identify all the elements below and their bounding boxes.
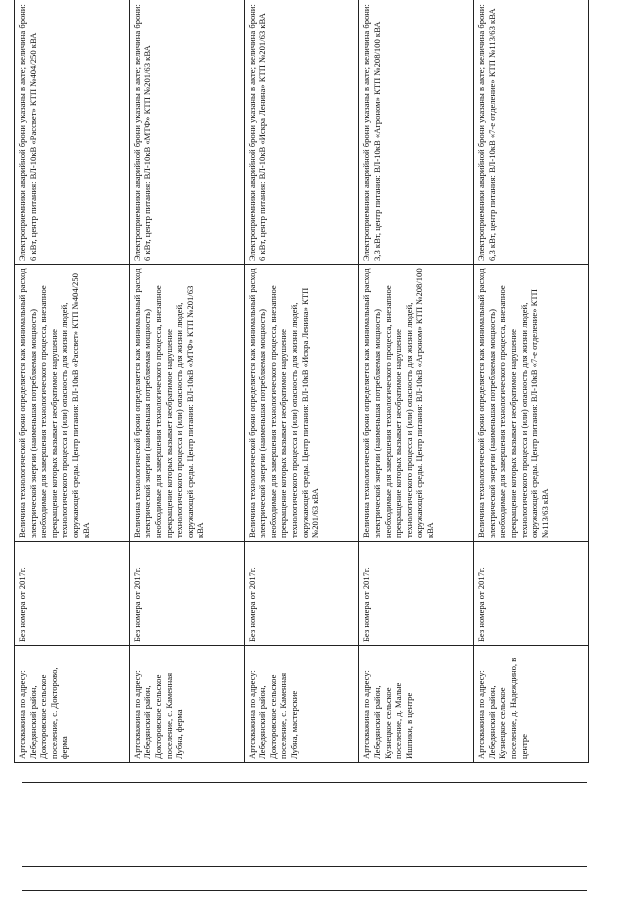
address-cell: Артскважина по адресу: Лебедянский район, Докторовское сельское поселение, с. Докторово, ферма <box>15 646 130 763</box>
reason-cell: Величина технологической брони определяется как минимальный расход электрической энергии (наименьшая потребляемая мощность) необходимые для завершения технологического процесса, внезапное прекращение которых вызывает необратимое нарушение технологического процесса и (или) опасность для жизни людей, окружающей среды. Центр питания: ВЛ-10кВ «7-е отделение» КТП №113/63 кВА <box>474 265 589 542</box>
armor-value-cell: Электроприемники аварийной брони указаны в акте; величина брони: 3,3 кВт, центр питания: ВЛ-10кВ «Агроном» КТП №208/100 кВА <box>359 0 474 265</box>
reason-cell: Величина технологической брони определяется как минимальный расход электрической энергии (наименьшая потребляемая мощность) необходимые для завершения технологического процесса, внезапное прекращение которых вызывает необратимое нарушение технологического процесса и (или) опасность для жизни людей, окружающей среды. Центр питания: ВЛ-10кВ «МТФ» КТП №201/63 кВА <box>129 265 244 542</box>
table-row <box>474 0 589 763</box>
act-number-cell: Без номера от 2017г. <box>244 542 359 646</box>
reason-cell: Величина технологической брони определяется как минимальный расход электрической энергии (наименьшая потребляемая мощность) необходимые для завершения технологического процесса, внезапное прекращение которых вызывает необратимое нарушение технологического процесса и (или) опасность для жизни людей, окружающей среды. Центр питания: ВЛ-10кВ «Искра Ленина» КТП №201/63 кВА <box>244 265 359 542</box>
act-number-cell: Без номера от 2017г. <box>359 542 474 646</box>
address-cell: Артскважина по адресу: Лебедянский район, Кузнецкое сельское поселение, д. Малые Ишпики, в центре <box>359 646 474 763</box>
table-row <box>129 0 244 763</box>
reason-cell: Величина технологической брони определяется как минимальный расход электрической энергии (наименьшая потребляемая мощность) необходимые для завершения технологического процесса, внезапное прекращение которых вызывает необратимое нарушение технологического процесса и (или) опасность для жизни людей, окружающей среды. Центр питания: ВЛ-10кВ «Рассвет» КТП №404/250 кВА <box>15 265 130 542</box>
rotated-table-container <box>14 4 589 763</box>
act-number-cell: Без номера от 2017г. <box>15 542 130 646</box>
rotated-table <box>14 4 589 763</box>
divider-line <box>22 782 587 783</box>
armor-value-cell: Электроприемники аварийной брони указаны в акте; величина брони: 6,3 кВт, центр питания: ВЛ-10кВ «7-е отделение» КТП №113/63 кВА <box>474 0 589 265</box>
divider-line <box>22 890 587 891</box>
armor-table <box>14 0 589 763</box>
address-cell: Артскважина по адресу: Лебедянский район, Кузнецкое сельское поселение, д. Надеждино, в центре <box>474 646 589 763</box>
armor-value-cell: Электроприемники аварийной брони указаны в акте; величина брони: 6 кВт, центр питания: ВЛ-10кВ «Искра Ленина» КТП №201/63 кВА <box>244 0 359 265</box>
act-number-cell: Без номера от 2017г. <box>129 542 244 646</box>
act-number-cell: Без номера от 2017г. <box>474 542 589 646</box>
address-cell: Артскважина по адресу: Лебедянский район, Докторовское сельское поселение, с. Каменная Лубна, ферма <box>129 646 244 763</box>
table-row <box>15 0 130 763</box>
divider-line <box>22 866 587 867</box>
armor-value-cell: Электроприемники аварийной брони указаны в акте; величина брони: 6 кВт, центр питания: ВЛ-10кВ «МТФ» КТП №201/63 кВА <box>129 0 244 265</box>
table-row <box>244 0 359 763</box>
armor-value-cell: Электроприемники аварийной брони указаны в акте; величина брони: 6 кВт, центр питания: ВЛ-10кВ «Рассвет» КТП №404/250 кВА <box>15 0 130 265</box>
table-row <box>359 0 474 763</box>
address-cell: Артскважина по адресу: Лебедянский район, Докторовское сельское поселение, с. Каменная Лубна, мастерские <box>244 646 359 763</box>
reason-cell: Величина технологической брони определяется как минимальный расход электрической энергии (наименьшая потребляемая мощность) необходимые для завершения технологического процесса, внезапное прекращение которых вызывает необратимое нарушение технологического процесса и (или) опасность для жизни людей, окружающей среды. Центр питания: ВЛ-10кВ «Агроном» КТП №208/100 кВА <box>359 265 474 542</box>
